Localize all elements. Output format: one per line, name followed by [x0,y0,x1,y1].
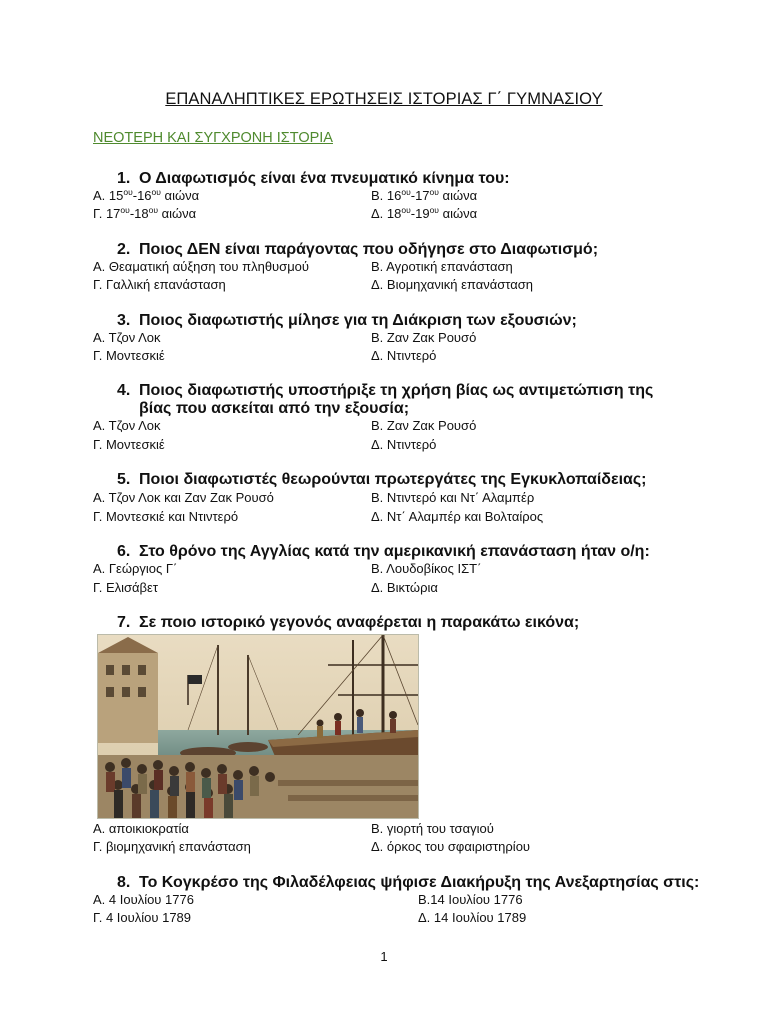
question-7 [117,614,579,632]
option-c: Γ. $17^{o\upsilon}-18^{o\upsilon}$ αιώνα [93,205,197,221]
option-d: Δ. Ντιντερό [371,348,437,363]
option-d: Δ. Ντιντερό [371,437,437,452]
document-title: ΕΠΑΝΑΛΗΠΤΙΚΕΣ ΕΡΩΤΗΣΕΙΣ ΙΣΤΟΡΙΑΣ Γ΄ ΓΥΜΝΑΣΙΟΥ [165,90,603,108]
question-number: 3. [117,312,131,329]
option-d: Δ. Βικτώρια [371,580,438,595]
option-c: Γ. Ελισάβετ [93,580,158,595]
option-c: Γ. Γαλλική επανάσταση [93,277,226,292]
question-number: 6. [117,543,131,560]
question-8 [117,874,699,892]
option-d: Δ. $18^{o\upsilon}-19^{o\upsilon}$ αιώνα [371,205,478,221]
question-text: Ποιος διαφωτιστής υποστήριξε τη χρήση βίας ως αντιμετώπιση της βίας που ασκείται από την εξουσία; [139,382,654,417]
question-5 [117,471,647,489]
question-text: Σε ποιο ιστορικό γεγονός αναφέρεται η παρακάτω εικόνα; [139,614,580,631]
option-a: Α. Γεώργιος Γ΄ [93,561,178,576]
option-d: Δ. 14 Ιουλίου 1789 [418,910,527,925]
question-text: Ο Διαφωτισμός είναι ένα πνευματικό κίνημα του: [139,170,510,187]
option-a: Α. $15^{o\upsilon}-16^{o\upsilon}$ αιώνα [93,187,200,203]
option-b: Β.14 Ιουλίου 1776 [418,892,523,907]
question-number: 1. [117,170,131,187]
question-number: 7. [117,614,131,631]
question-3 [117,312,577,330]
option-c: Γ. Μοντεσκιέ [93,437,165,452]
question-6 [117,543,650,561]
option-c: Γ. 4 Ιουλίου 1789 [93,910,192,925]
option-b: Β. Λουδοβίκος ΙΣΤ΄ [371,561,482,576]
option-d: Δ. Βιομηχανική επανάσταση [371,277,533,292]
question-number: 4. [117,382,131,399]
question-number: 5. [117,471,131,488]
question-text: Ποιος ΔΕΝ είναι παράγοντας που οδήγησε στο Διαφωτισμό; [139,241,599,258]
question-1 [117,170,510,188]
question-text: Στο θρόνο της Αγγλίας κατά την αμερικανική επανάσταση ήταν ο/η: [139,543,650,560]
option-b: Β. Αγροτική επανάσταση [371,259,513,274]
question-4 [117,382,679,418]
option-a: Α. 4 Ιουλίου 1776 [93,892,194,907]
option-c: Γ. Μοντεσκιέ [93,348,165,363]
historical-engraving-image [97,634,419,819]
page-number: 1 [380,949,388,964]
option-a: Α. Τζον Λοκ και Ζαν Ζακ Ρουσό [93,490,274,505]
option-d: Δ. Ντ΄ Αλαμπέρ και Βολταίρος [371,509,544,524]
question-text: Το Κογκρέσο της Φιλαδέλφειας ψήφισε Διακήρυξη της Ανεξαρτησίας στις: [139,874,700,891]
option-b: Β. Ντιντερό και Ντ΄ Αλαμπέρ [371,490,535,505]
question-number: 2. [117,241,131,258]
option-b: Β. Ζαν Ζακ Ρουσό [371,418,477,433]
option-c: Γ. βιομηχανική επανάσταση [93,839,251,854]
option-b: Β. $16^{o\upsilon}-17^{o\upsilon}$ αιώνα [371,187,478,203]
option-b: Β. Ζαν Ζακ Ρουσό [371,330,477,345]
option-b: Β. γιορτή του τσαγιού [371,821,494,836]
question-2 [117,241,598,259]
question-text: Ποιοι διαφωτιστές θεωρούνται πρωτεργάτες της Εγκυκλοπαίδειας; [139,471,647,488]
option-a: Α. Θεαματική αύξηση του πληθυσμού [93,259,310,274]
section-heading: ΝΕΟΤΕΡΗ ΚΑΙ ΣΥΓΧΡΟΝΗ ΙΣΤΟΡΙΑ [93,130,333,146]
option-a: Α. Τζον Λοκ [93,330,161,345]
question-text: Ποιος διαφωτιστής μίλησε για τη Διάκριση των εξουσιών; [139,312,577,329]
option-a: Α. αποικιοκρατία [93,821,189,836]
option-a: Α. Τζον Λοκ [93,418,161,433]
option-d: Δ. όρκος του σφαιριστηρίου [371,839,531,854]
option-c: Γ. Μοντεσκιέ και Ντιντερό [93,509,239,524]
question-number: 8. [117,874,131,891]
